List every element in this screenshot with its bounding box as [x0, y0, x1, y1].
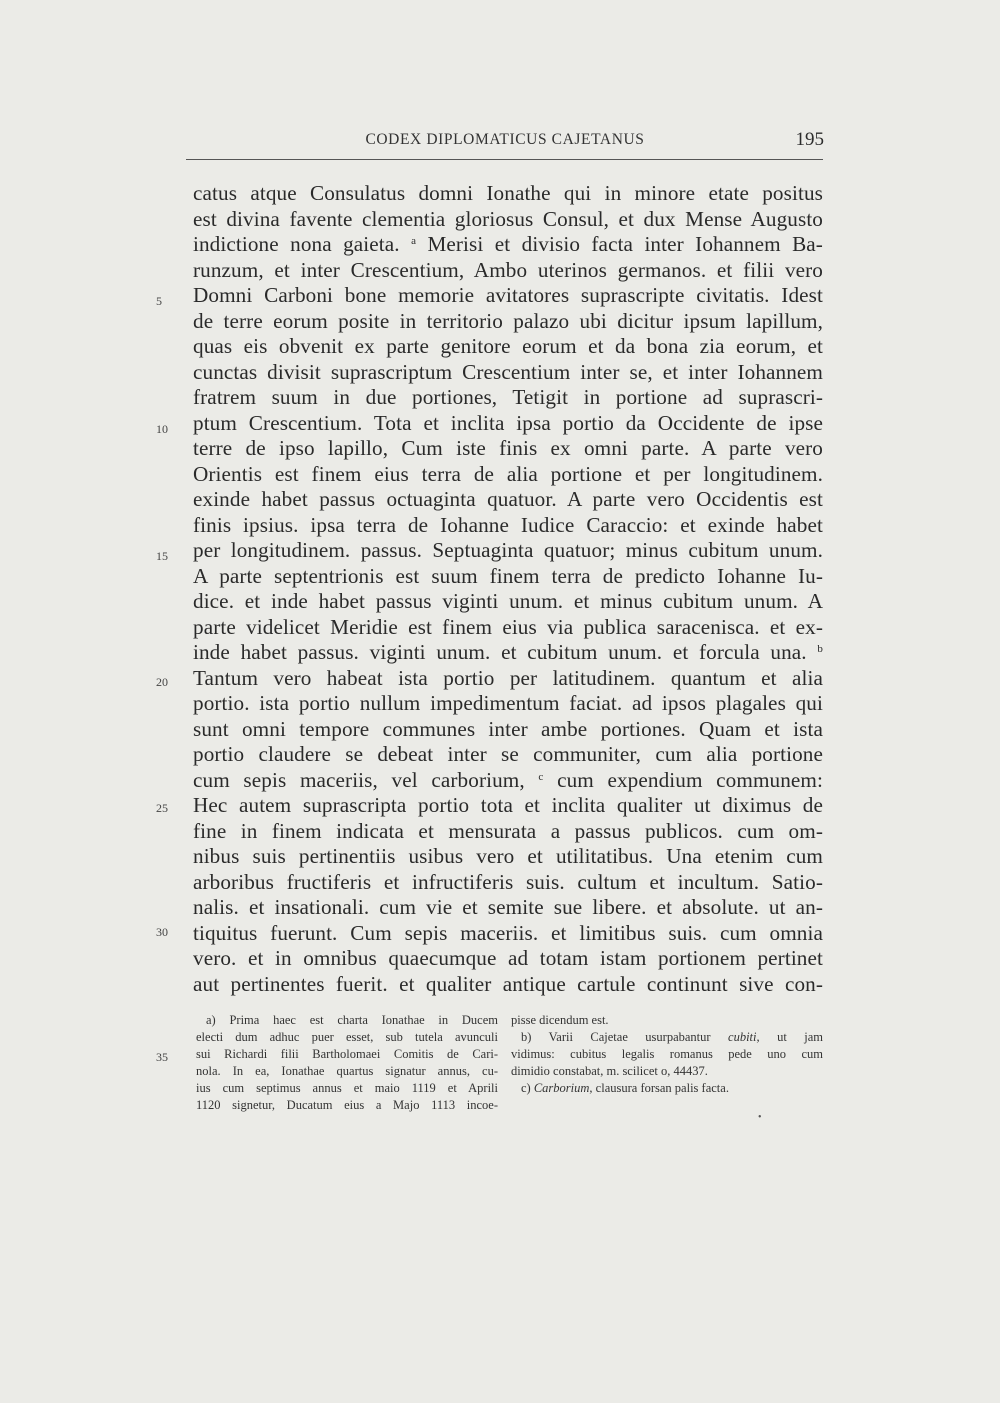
text-line: tiquitus fuerunt. Cum sepis maceriis. et limitibus suis. cum omnia — [193, 920, 823, 945]
footnote-line — [511, 1029, 823, 1046]
footnote-ref-b: b — [817, 643, 823, 655]
text-line: vero. et in omnibus quaecumque ad totam istam portionem pertinet — [193, 946, 823, 970]
footnote-segment: ut jam — [777, 1030, 823, 1044]
text-line: de terre eorum posite in territorio palazo ubi dicitur ipsum lapillum, — [193, 308, 823, 333]
line-number-15: 15 — [156, 549, 168, 563]
text-line: dice. et inde habet passus viginti unum. et minus cubitum unum. A — [193, 589, 823, 613]
text-line: ptum Crescentium. Tota et inclita ipsa portio da Occidente de ipse — [193, 410, 823, 435]
footnote-line: dimidio constabat, m. scilicet o, 44437. — [511, 1064, 708, 1078]
text-line: finis ipsius. ipsa terra de Iohanne Iudice Caraccio: et exinde habet — [193, 512, 823, 537]
footnote-segment: c) — [521, 1081, 531, 1095]
text-line: fine in finem indicata et mensurata a passus publicos. cum om- — [193, 818, 823, 843]
footnotes-right-column — [511, 1012, 823, 1097]
running-title: CODEX DIPLOMATICUS CAJETANUS — [365, 131, 645, 148]
footnote-segment: clausura forsan palis facta. — [595, 1081, 729, 1095]
footnote-line: nola. In ea, Ionathae quartus signatur annus, cu- — [196, 1064, 498, 1078]
text-line: runzum, et inter Crescentium, Ambo uterinos germanos. et filii vero — [193, 257, 823, 282]
text-line: exinde habet passus octuaginta quatuor. A parte vero Occidentis est — [193, 487, 823, 511]
text-line: aut pertinentes fuerit. et qualiter antique cartule continunt sive con- — [193, 971, 823, 996]
text-line — [193, 768, 823, 794]
text-line: parte videlicet Meridie est finem eius via publica saracenisca. et ex- — [193, 614, 823, 639]
text-line: nibus suis pertinentiis usibus vero et utilitatibus. Una etenim cum — [193, 844, 823, 868]
line-number-35: 35 — [156, 1050, 168, 1064]
line-number-5: 5 — [156, 294, 162, 308]
running-head — [186, 128, 824, 154]
line-number-30: 30 — [156, 925, 168, 939]
text-line: A parte septentrionis est suum finem terra de predicto Iohanne Iu- — [193, 563, 823, 588]
text-line — [193, 640, 823, 666]
text-segment: Merisi et divisio facta inter Iohannem Ba- — [427, 232, 823, 256]
text-line: portio. ista portio nullum impedimentum faciat. ad ipsos plagales qui — [193, 691, 823, 715]
text-line: quas eis obvenit ex parte genitore eorum et da bona zia eorum, et — [193, 334, 823, 358]
footnote-line: 1120 signetur, Ducatum eius a Majo 1113 incoe- — [196, 1098, 498, 1112]
line-number-10: 10 — [156, 422, 168, 436]
footnote-line: ius cum septimus annus et maio 1119 et Aprili — [196, 1081, 498, 1095]
footnote-line: sui Richardi filii Bartholomaei Comitis de Cari- — [196, 1047, 498, 1061]
footnote-ref-c: c — [538, 770, 544, 783]
text-line — [193, 232, 823, 258]
line-number-20: 20 — [156, 675, 168, 689]
text-line: sunt omni tempore communes inter ambe portiones. Quam et ista — [193, 716, 823, 741]
text-line: portio claudere se debeat inter se communiter, cum alia portione — [193, 742, 823, 766]
text-segment: cum sepis maceriis, vel carborium, — [193, 767, 525, 792]
header-rule — [186, 159, 823, 160]
footnotes-left-column — [196, 1012, 498, 1114]
text-line: Tantum vero habeat ista portio per latitudinem. quantum et alia — [193, 665, 823, 690]
footnote-segment: b) Varii Cajetae usurpabantur — [521, 1030, 711, 1044]
footnote-ref-a: a — [411, 235, 417, 247]
text-line: cunctas divisit suprascriptum Crescentium inter se, et inter Iohannem — [193, 359, 823, 384]
footnote-line: electi dum adhuc puer esset, sub tutela avunculi — [196, 1030, 498, 1044]
footnote-line: a) Prima haec est charta Ionathae in Ducem — [206, 1013, 498, 1027]
text-line: per longitudinem. passus. Septuaginta quatuor; minus cubitum unum. — [193, 538, 823, 562]
text-line: catus atque Consulatus domni Ionathe qui in minore etate positus — [193, 181, 823, 205]
page-number: 195 — [795, 129, 824, 150]
text-line: nalis. et insationali. cum vie et semite sue libere. et absolute. ut an- — [193, 895, 823, 919]
main-text — [193, 181, 823, 997]
text-line: arboribus fructiferis et infructiferis suis. cultum et incultum. Satio- — [193, 869, 823, 894]
text-line: terre de ipso lapillo, Cum iste finis ex omni parte. A parte vero — [193, 436, 823, 460]
text-line: Orientis est finem eius terra de alia portione et per longitudinem. — [193, 461, 823, 486]
text-line: fratrem suum in due portiones, Tetigit in portione ad suprascri- — [193, 385, 823, 409]
footnote-line: vidimus: cubitus legalis romanus pede uno cum — [511, 1047, 823, 1061]
line-number-25: 25 — [156, 801, 168, 815]
footnote-italic: cubiti, — [728, 1030, 760, 1044]
text-segment: cum expendium communem: — [557, 767, 823, 792]
text-line: Domni Carboni bone memorie avitatores suprascripte civitatis. Idest — [193, 283, 823, 307]
footnote-italic: Carborium, — [533, 1081, 593, 1095]
text-segment: indictione nona gaieta. — [193, 232, 400, 256]
page-mark: • — [758, 1112, 762, 1123]
text-line: est divina favente clementia gloriosus Consul, et dux Mense Augusto — [193, 206, 823, 231]
footnote-line: pisse dicendum est. — [511, 1013, 609, 1027]
text-segment: inde habet passus. viginti unum. et cubitum unum. et forcula una. — [193, 640, 807, 664]
footnote-line — [511, 1080, 823, 1097]
text-line: Hec autem suprascripta portio tota et inclita qualiter ut diximus de — [193, 793, 823, 817]
